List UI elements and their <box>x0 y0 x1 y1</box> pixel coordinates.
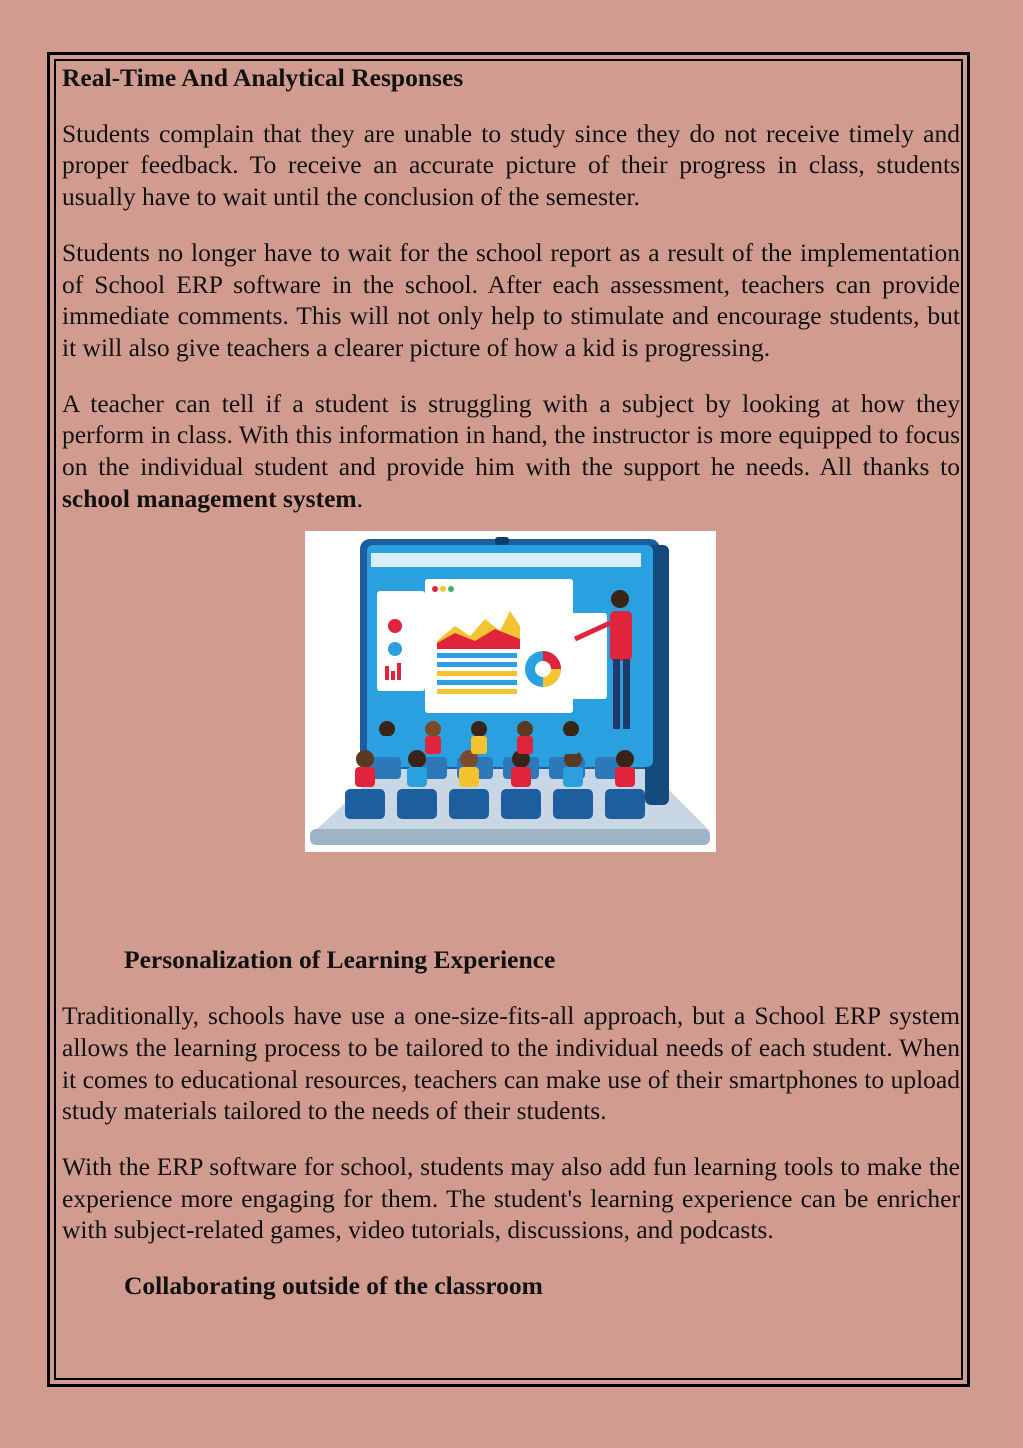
paragraph: Students no longer have to wait for the school report as a result of the implementation of School ERP software in the school. After each assessment, teachers can provide immediate comments. This will not only help to stimulate and encourage students, but it will also give teachers a clearer picture of how a kid is progressing. <box>62 237 960 362</box>
paragraph: With the ERP software for school, students may also add fun learning tools to make the experience more engaging for them. The student's learning experience can be enricher with subject-related games, video tutorials, discussions, and podcasts. <box>62 1151 960 1245</box>
paragraph <box>62 388 960 515</box>
spacer <box>62 94 960 118</box>
spacer <box>62 364 960 388</box>
classroom-presentation-illustration <box>305 531 716 852</box>
section-heading-collaborating: Collaborating outside of the classroom <box>124 1271 543 1301</box>
school-management-system-link[interactable]: school management system <box>62 483 357 513</box>
figure-container <box>62 514 960 944</box>
paragraph-text: . <box>356 483 364 513</box>
spacer <box>62 1246 960 1270</box>
spacer <box>62 976 960 1000</box>
paragraph: Traditionally, schools have use a one-size-fits-all approach, but a School ERP system allows the learning process to be tailored to the individual needs of each student. When it comes to educational resources, teachers can make use of their smartphones to upload study materials tailored to the needs of their students. <box>62 1001 960 1126</box>
spacer <box>62 213 960 237</box>
section-heading-realtime: Real-Time And Analytical Responses <box>62 63 464 92</box>
document-body <box>62 62 960 1302</box>
spacer <box>62 1127 960 1151</box>
section-heading-personalization: Personalization of Learning Experience <box>124 945 556 975</box>
paragraph: Students complain that they are unable to study since they do not receive timely and proper feedback. To receive an accurate picture of their progress in class, students usually have to wait until the conclusion of the semester. <box>62 118 960 212</box>
paragraph-text: A teacher can tell if a student is struggling with a subject by looking at how they perform in class. With this information in hand, the instructor is more equipped to focus on the individual student and provide him with the support he needs. All thanks to <box>62 388 960 482</box>
